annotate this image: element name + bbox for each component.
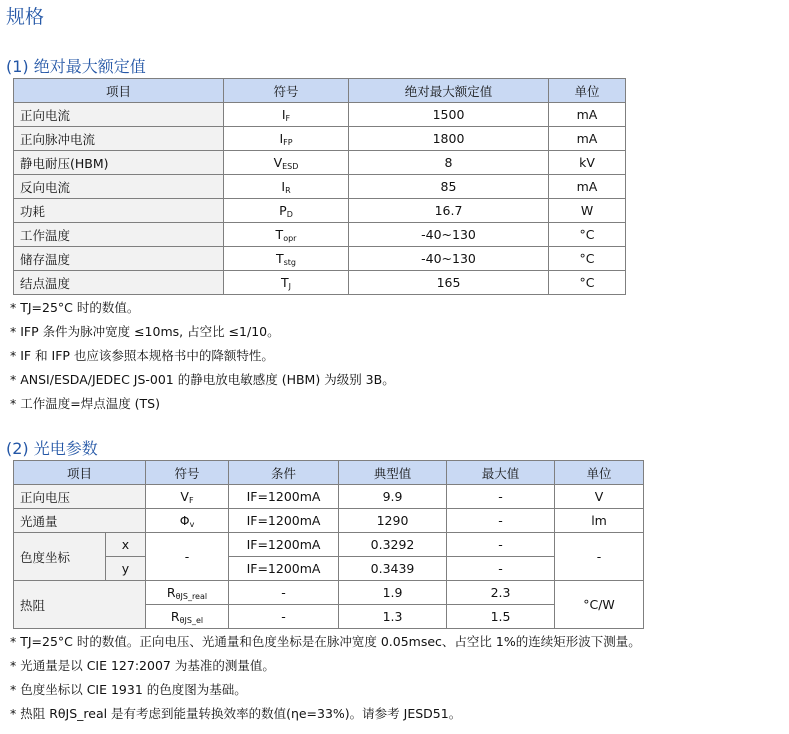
cell-max: -	[447, 557, 555, 581]
table-row-chromaticity-x	[14, 533, 644, 557]
table-row	[14, 175, 626, 199]
table-row	[14, 127, 626, 151]
cell-value: 85	[349, 175, 549, 199]
table-row	[14, 223, 626, 247]
cell-condition: IF=1200mA	[229, 533, 339, 557]
header-symbol: 符号	[224, 79, 349, 103]
cell-typical: 0.3292	[339, 533, 447, 557]
cell-symbol: $P_D$	[224, 199, 349, 223]
table-row	[14, 199, 626, 223]
cell-typical: 1.3	[339, 605, 447, 629]
section-title-absolute-max: (1) 绝对最大额定值	[6, 57, 146, 76]
cell-item: 正向电流	[14, 103, 224, 127]
cell-max: -	[447, 509, 555, 533]
note-line: * TJ=25°C 时的数值。	[10, 300, 140, 315]
table-row-forward-voltage	[14, 485, 644, 509]
table-row-thermal-real	[14, 581, 644, 605]
cell-unit: W	[549, 199, 626, 223]
cell-unit: lm	[555, 509, 644, 533]
cell-condition: IF=1200mA	[229, 509, 339, 533]
header-rating: 绝对最大额定值	[349, 79, 549, 103]
table-row	[14, 247, 626, 271]
cell-value: 16.7	[349, 199, 549, 223]
cell-symbol: $T_J$	[224, 271, 349, 295]
cell-symbol: $I_{FP}$	[224, 127, 349, 151]
cell-item: 结点温度	[14, 271, 224, 295]
cell-unit: °C	[549, 247, 626, 271]
cell-max: -	[447, 485, 555, 509]
table-row-luminous-flux	[14, 509, 644, 533]
cell-max: 1.5	[447, 605, 555, 629]
cell-unit: °C	[549, 271, 626, 295]
cell-unit: mA	[549, 175, 626, 199]
cell-typical: 9.9	[339, 485, 447, 509]
cell-coordinate-y: y	[106, 557, 146, 581]
table-row-chromaticity-y	[14, 557, 644, 581]
cell-item: 功耗	[14, 199, 224, 223]
electro-optical-notes	[10, 630, 641, 726]
absolute-max-ratings-table	[13, 78, 626, 295]
cell-symbol: $V_F$	[146, 485, 229, 509]
note-line: * 工作温度=焊点温度 (TS)	[10, 396, 160, 411]
cell-max: -	[447, 533, 555, 557]
header-condition: 条件	[229, 461, 339, 485]
cell-typical: 0.3439	[339, 557, 447, 581]
table-row	[14, 103, 626, 127]
cell-symbol: $I_F$	[224, 103, 349, 127]
cell-condition: -	[229, 581, 339, 605]
header-typical: 典型值	[339, 461, 447, 485]
cell-typical: 1290	[339, 509, 447, 533]
cell-symbol: $\Phi_v$	[146, 509, 229, 533]
cell-item: 储存温度	[14, 247, 224, 271]
cell-symbol: -	[146, 533, 229, 581]
cell-symbol: $V_{ESD}$	[224, 151, 349, 175]
cell-value: 1800	[349, 127, 549, 151]
cell-condition: IF=1200mA	[229, 557, 339, 581]
cell-unit: -	[555, 533, 644, 581]
table-row	[14, 271, 626, 295]
note-line: * 色度坐标以 CIE 1931 的色度图为基础。	[10, 682, 247, 697]
header-symbol: 符号	[146, 461, 229, 485]
header-max: 最大值	[447, 461, 555, 485]
cell-item: 正向脉冲电流	[14, 127, 224, 151]
cell-value: 8	[349, 151, 549, 175]
note-line: * ANSI/ESDA/JEDEC JS-001 的静电放电敏感度 (HBM) 为级别 3B。	[10, 372, 395, 387]
cell-item: 色度坐标	[14, 533, 106, 581]
cell-unit: °C	[549, 223, 626, 247]
note-line: * TJ=25°C 时的数值。正向电压、光通量和色度坐标是在脉冲宽度 0.05msec、占空比 1%的连续矩形波下测量。	[10, 634, 641, 649]
cell-symbol: $T_{stg}$	[224, 247, 349, 271]
note-line: * 热阻 RθJS_real 是有考虑到能量转换效率的数值(ηe=33%)。请参考 JESD51。	[10, 706, 462, 721]
cell-unit: V	[555, 485, 644, 509]
cell-value: 165	[349, 271, 549, 295]
cell-symbol: $I_R$	[224, 175, 349, 199]
header-item: 项目	[14, 461, 146, 485]
cell-item: 工作温度	[14, 223, 224, 247]
table-row	[14, 151, 626, 175]
cell-value: -40~130	[349, 247, 549, 271]
absolute-max-notes	[10, 296, 395, 416]
section-title-electro-optical: (2) 光电参数	[6, 439, 98, 458]
header-item: 项目	[14, 79, 224, 103]
cell-coordinate-x: x	[106, 533, 146, 557]
cell-condition: -	[229, 605, 339, 629]
cell-condition: IF=1200mA	[229, 485, 339, 509]
table-header-row	[14, 79, 626, 103]
cell-item: 热阻	[14, 581, 146, 629]
cell-typical: 1.9	[339, 581, 447, 605]
note-line: * IFP 条件为脉冲宽度 ≤10ms, 占空比 ≤1/10。	[10, 324, 280, 339]
cell-value: 1500	[349, 103, 549, 127]
cell-item: 反向电流	[14, 175, 224, 199]
page-title: 规格	[6, 6, 45, 28]
cell-unit: mA	[549, 103, 626, 127]
note-line: * IF 和 IFP 也应该参照本规格书中的降额特性。	[10, 348, 274, 363]
table-header-row	[14, 461, 644, 485]
cell-symbol: $R_{\theta JS\_el}$	[146, 605, 229, 629]
electro-optical-table	[13, 460, 644, 629]
cell-item: 正向电压	[14, 485, 146, 509]
cell-item: 静电耐压(HBM)	[14, 151, 224, 175]
cell-max: 2.3	[447, 581, 555, 605]
cell-symbol: $R_{\theta JS\_real}$	[146, 581, 229, 605]
header-unit: 单位	[555, 461, 644, 485]
cell-value: -40~130	[349, 223, 549, 247]
cell-unit: mA	[549, 127, 626, 151]
cell-unit: °C/W	[555, 581, 644, 629]
cell-item: 光通量	[14, 509, 146, 533]
note-line: * 光通量是以 CIE 127:2007 为基准的测量值。	[10, 658, 275, 673]
header-unit: 单位	[549, 79, 626, 103]
cell-symbol: $T_{opr}$	[224, 223, 349, 247]
cell-unit: kV	[549, 151, 626, 175]
